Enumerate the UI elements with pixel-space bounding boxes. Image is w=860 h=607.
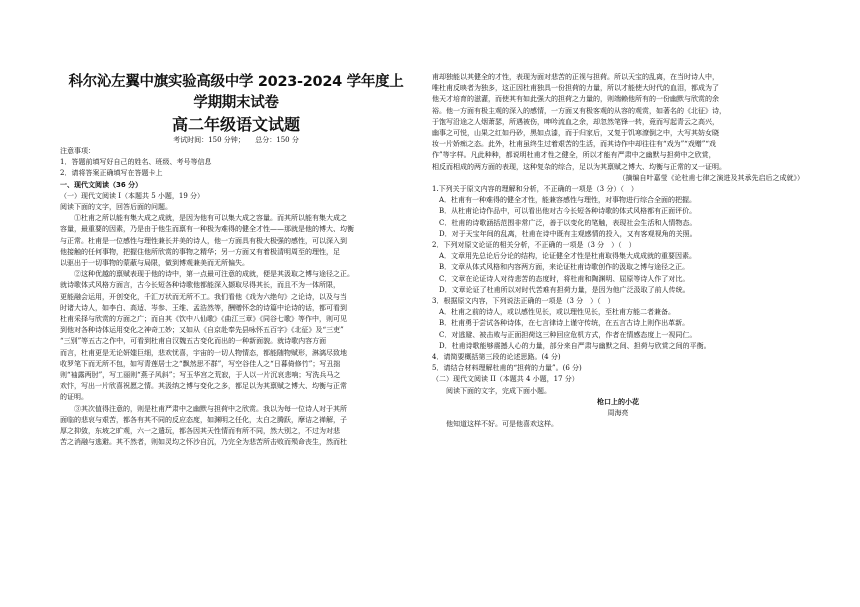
passage-line: 则“袖露两肘”，写工丽则“燕子风斜”；写玉华宫之荒寂，于人以一片沉哀悲响；写洗兵马之: [60, 371, 341, 380]
question-5: 5．请结合材料理解杜甫的“担荷的力量”。(6 分): [432, 364, 582, 373]
notes-item: 1．答题前填写好自己的姓名、班级、考号等信息: [60, 158, 212, 167]
source-citation: （摘编自叶嘉莹《论杜甫七律之演进及其承先启后之成就》）: [618, 173, 804, 182]
passage-line: 与正常。杜甫是一位感性与理性兼长并美的诗人，他一方面具有极大极强的感性，可以深入到: [60, 236, 347, 245]
exam-subtitle: 高二年级语文试题: [171, 115, 300, 134]
answer-option: B．从杜甫论诗作品中，可以看出他对古今长短各种诗歌的体式风格都有正面评价。: [439, 207, 697, 216]
answer-option: D．对于天宝年间的乱离，杜甫在诗中既有主观感情的投入，又有客观视角的关照。: [439, 229, 697, 238]
answer-option: D．杜甫诗歌能够震撼人心的力量，部分来自严肃与幽默之间、担荷与欣赏之间的平衡。: [439, 341, 711, 350]
passage-line: 幽事之可悦，山果之红如丹砂，黑如点漆，而于归家后，又复于饥寒潦倒之中，大写其妨女晓: [432, 129, 719, 138]
passage-line: 更能融会运用，开创变化，千汇万状而无所不工。我们看他《戏为六绝句》之论诗，以及与当: [60, 292, 347, 301]
passage-line: 厚之抑敛，东坡之旷观，六一之遣玩，都各因其天性情而有所不同，然大别之，不过为对悲: [60, 427, 340, 436]
question-stem: 2．下列对原文论证的相关分析，不正确的一项是（3 分 ）（ ）: [432, 241, 636, 250]
passage-line: 以驱出于一切事物的蒙蔽与局限，做到博观兼美而无所偏失。: [60, 259, 249, 268]
answer-option: B．杜甫勇于尝试各种诗体，在七言律诗上谨守传统，在五言古诗上则作出革新。: [439, 319, 690, 328]
right-column: [432, 72, 804, 431]
passage-line: 裕。他一方面有极主观的深入的感情，一方面又有极客观的从容的观赏，如著名的《北征》诗，: [432, 106, 726, 115]
notes-heading: 注意事项：: [60, 147, 95, 155]
answer-option: A．杜甫之前的诗人，或以感性见长，或以理性见长，至杜甫方能二者兼备。: [439, 308, 676, 317]
passage-line: ②这种优越的禀赋表现于他的诗中，第一点最可注意的成就，便是其汲取之博与途径之正。: [74, 270, 354, 279]
passage-line: 的证明。: [60, 393, 88, 402]
instruction-text: 阅读下面的文字，回答后面的问题。: [60, 203, 172, 212]
passage-line: 容量，最重要的因素，乃是由于他生而禀有一种极为难得的健全才性——那就是他的博大、均衡: [60, 225, 354, 234]
story-author: 周海亮: [607, 409, 629, 418]
answer-option: A．杜甫有一种难得的健全才性，能兼容感性与理性，对事物进行综合全面的把握。: [439, 196, 697, 205]
answer-option: C．杜甫的诗歌涵括范围非常广泛，善于以变化的笔触，表现社会生活和人情物态。: [439, 218, 697, 227]
passage-line: 相反而相成的两方面的表现，这种复杂的综合，足以为其禀赋之博大、均衡与正常的又一证明。: [432, 162, 726, 171]
passage-line: 到他对各种诗体运用变化之神奇工妙；又如从《自京赴奉先县咏怀五百字》《北征》及“三吏”: [60, 326, 344, 335]
story-title: 枪口上的小花: [597, 397, 639, 406]
passage-line: 他天才培育的滋灌，而使其有如此强大的担荷之力量的，则端赖他所有的一份幽默与欣赏的余: [432, 95, 719, 104]
passage-line: 面临的悲哀与艰苦，都各有其不同的反应态度，如渊明之任化，太白之腾跃，摩诘之禅解，子: [60, 415, 347, 424]
passage-line: 欢忭，写出一片欣喜祝愿之情。其汲纳之博与变化之多，都足以为其禀赋之博大、均衡与正常: [60, 382, 347, 391]
exam-info: 考试时间：150 分钟； 总分：150 分: [173, 136, 299, 144]
answer-option: C．对逃避、被击败与正面担荷这三种回应危机方式，作者在情感态度上一视同仁。: [439, 330, 697, 339]
passage-line: 而言，杜甫更是无论妍媸巨细，悲欢忧喜，宇宙的一切人物情态，都能随物赋形，淋漓尽致地: [60, 348, 347, 357]
passage-line: 就诗歌体式风格方面言，古今长短各种诗歌他都能深入撷取尽得其长，而且不为一体所限，: [60, 281, 340, 290]
passage-line: “三别”等五古之作中，可看到杜甫自汉魏五古变化而出的一种新面貌。就诗歌内容方面: [60, 337, 327, 346]
passage-left: [60, 213, 412, 448]
answer-option: C．文章在论证诗人对待悲苦的态度时，将杜甫和陶渊明、屈原等诗人作了对比。: [439, 274, 690, 283]
answer-option: B．文章从体式风格和内容两方面，来论证杜甫诗歌创作的汲取之博与途径之正。: [439, 263, 690, 272]
passage-line: 收罗笔下而无所不包，如写青莲居士之“飘然思不群”，写空谷佳人之“日暮倚修竹”；写丑拙: [60, 359, 341, 368]
passage-line: 杜甫采择与欣赏的方面之广；而自其《饮中八仙歌》《曲江三章》《同谷七歌》等作中，则可见: [60, 315, 347, 324]
section-heading: 一、现代文阅读（36 分）: [60, 180, 143, 189]
subsection-heading: （一）现代文阅读 I（本题共 5 小题，19 分）: [60, 191, 205, 200]
subsection-heading: （二）现代文阅读 II（本题共 4 小题，17 分）: [432, 375, 579, 384]
passage-line: 他接触的任何事物，把握住他所欣赏的事物之精华；另一方面又有着极清明周至的理性，足: [60, 247, 340, 256]
passage-line: ①杜甫之所以能有集大成之成就，是因为他有可以集大成之容量。而其所以能有集大成之: [74, 214, 347, 223]
answer-option: A．文章用先总论后分论的结构，论证健全才性是杜甫取得集大成成就的重要因素。: [439, 252, 697, 261]
passage-line: 甫却独能以其健全的才性，表现为面对悲苦的正视与担荷。所以天宝的乱离，在当时诗人中，: [432, 73, 719, 81]
notes-item: 2．请将答案正确填写在答题卡上: [60, 169, 163, 178]
exam-title-line1: 科尔沁左翼中旗实验高级中学 2023-2024 学年度上: [68, 74, 404, 90]
answer-option: D．文章论证了杜甫所以对时代苦难有担荷力量，是因为他广泛汲取了前人传统。: [439, 285, 690, 294]
passage-line: 唯杜甫反映者为独多，这正因杜甫独具一份担荷的力量，所以才能使大时代的血泪，都成为了: [432, 84, 719, 93]
passage-line: 于饱写沿途之人烟萧瑟，所遇被伤，呻吟流血之余，却忽然笔锋一转，竟而写起青云之高兴，: [432, 117, 719, 126]
passage-right: [432, 72, 804, 173]
left-column: [60, 72, 412, 448]
question-stem: 3．根据原文内容，下列说法正确的一项是（3 分 ）（ ）: [432, 297, 615, 306]
passage-line: 时诸大诗人，如李白、高适、岑参、王维、孟浩然等，酬赠怀念的诗篇中论诗的话，都可看到: [60, 303, 347, 312]
passage-line: 妆一片娇痴之态。此外，杜甫虽终生过着艰苦的生活，而其诗作中却往往有“戏为”“戏赠”“戏: [432, 140, 716, 149]
instruction-text: 阅读下面的文字，完成下面小题。: [446, 386, 551, 395]
passage-line: 作”等字样。凡此种种，都说明杜甫才性之健全，所以才能有严肃中之幽默与担荷中之欣赏，: [432, 151, 716, 160]
exam-title-line2: 学期期末试卷: [193, 95, 279, 111]
question-list: [432, 184, 804, 352]
question-4: 4．请简要概括第三段的论述思路。(4 分): [432, 353, 561, 362]
story-first-line: 他知道这样不好。可是他喜欢这样。: [446, 420, 558, 429]
passage-line: ③其次值得注意的，则是杜甫严肃中之幽默与担荷中之欣赏。我以为每一位诗人对于其所: [74, 404, 347, 413]
passage-line: 苦之消融与逃避。其不然者，则如灵均之怀沙自沉，乃完全为悲苦所击败而殒命丧生，然而杜: [60, 438, 347, 447]
question-stem: 1.下列关于原文内容的理解和分析，不正确的一项是（3 分）（ ）: [432, 185, 638, 194]
